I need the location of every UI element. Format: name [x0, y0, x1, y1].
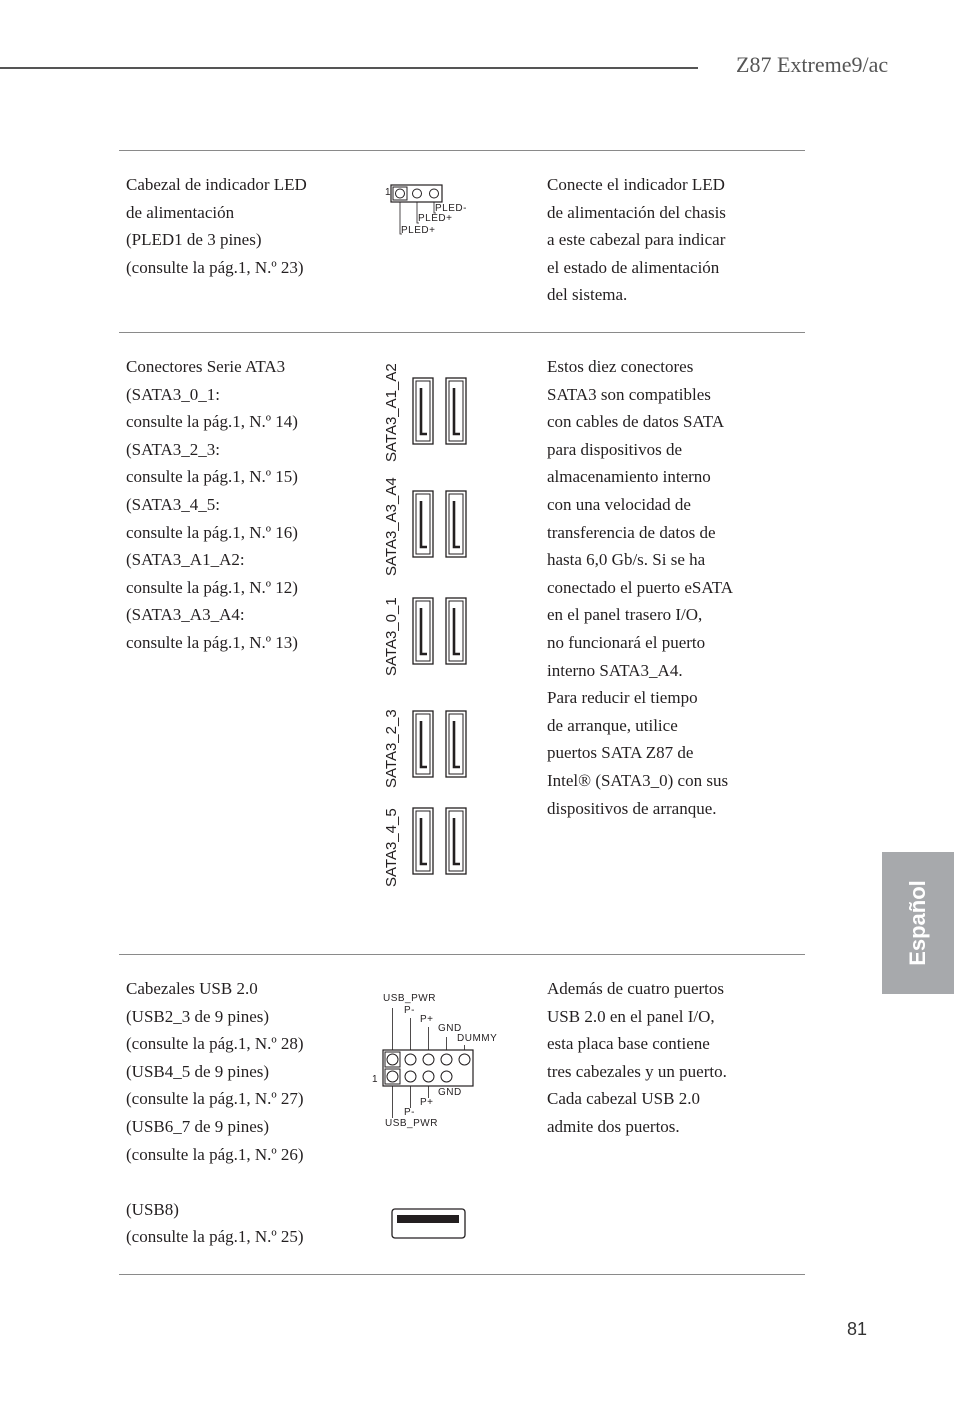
text-line: Conectores Serie ATA3 [126, 357, 286, 376]
text-line: (PLED1 de 3 pines) [126, 230, 262, 250]
text-line: Cabezal de indicador LED [126, 175, 307, 194]
pin-1-marker: 1 [385, 187, 392, 198]
text-line: SATA3 son compatibles [547, 384, 711, 404]
text-line: consulte la pág.1, N.º 12) [126, 577, 298, 597]
sata-port-icon [413, 808, 433, 874]
text-line: el estado de alimentación [547, 257, 720, 277]
text-line: Intel® (SATA3_0) con sus [547, 770, 729, 790]
text-line: de arranque, utilice [547, 715, 678, 735]
text-line: (USB8) [126, 1199, 179, 1219]
text-line: puertos SATA Z87 de [547, 743, 694, 763]
text-line: con una velocidad de [547, 494, 691, 514]
text-line: (SATA3_A3_A4: [126, 605, 245, 625]
sata-port-icon [446, 598, 466, 664]
sata-port-icon [446, 491, 466, 557]
text-line: con cables de datos SATA [547, 412, 725, 432]
text-line: (consulte la pág.1, N.º 23) [126, 257, 304, 277]
text-line: USB 2.0 en el panel I/O, [547, 1006, 715, 1026]
sata-label: SATA3_2_3 [383, 709, 400, 788]
text-line: Conecte el indicador LED [547, 175, 725, 194]
sata-port-icon [446, 711, 466, 777]
page-header-title: Z87 Extreme9/ac [736, 52, 889, 77]
language-tab-label: Español [905, 880, 930, 966]
table-rule [119, 150, 805, 151]
text-line: para dispositivos de [547, 439, 683, 459]
sata-label: SATA3_0_1 [383, 597, 400, 676]
text-line: (USB4_5 de 9 pines) [126, 1061, 270, 1081]
text-line: (USB2_3 de 9 pines) [126, 1006, 270, 1026]
sata-port-icon [413, 598, 433, 664]
text-line: Para reducir el tiempo [547, 688, 698, 708]
pled-info [547, 171, 726, 309]
sata-port-icon [446, 808, 466, 874]
text-line: (consulte la pág.1, N.º 25) [126, 1227, 304, 1247]
text-line: interno SATA3_A4. [547, 660, 683, 680]
pin-label: P- [404, 1107, 415, 1118]
text-line: de alimentación [126, 202, 235, 222]
text-line: (consulte la pág.1, N.º 26) [126, 1144, 304, 1164]
text-line: consulte la pág.1, N.º 14) [126, 412, 298, 432]
sata-label: SATA3_4_5 [383, 808, 400, 887]
sata-port-icon [413, 491, 433, 557]
text-line: tres cabezales y un puerto. [547, 1061, 727, 1081]
text-line: dispositivos de arranque. [547, 798, 717, 818]
pin-label: USB_PWR [385, 1118, 438, 1129]
text-line [126, 1168, 304, 1196]
text-line: Cada cabezal USB 2.0 [547, 1089, 700, 1109]
page-number: 81 [847, 1319, 868, 1339]
text-line: esta placa base contiene [547, 1034, 710, 1054]
usb-description [126, 975, 304, 1251]
sata-port-icon [446, 378, 466, 444]
text-line: (consulte la pág.1, N.º 28) [126, 1034, 304, 1054]
pin-label: PLED- [435, 203, 467, 214]
pin-label: GND [438, 1087, 462, 1098]
text-line: transferencia de datos de [547, 522, 716, 542]
pin-label: P+ [420, 1097, 434, 1108]
text-line: (SATA3_2_3: [126, 439, 221, 459]
pin-label: DUMMY [457, 1033, 498, 1044]
text-line: (SATA3_4_5: [126, 494, 221, 514]
header-rule [0, 67, 698, 69]
table-rule [119, 332, 805, 333]
text-line: consulte la pág.1, N.º 15) [126, 467, 298, 487]
sata-port-icon [413, 378, 433, 444]
language-tab [882, 852, 954, 994]
sata-description [126, 353, 298, 657]
sata-info [547, 353, 733, 822]
text-line: admite dos puertos. [547, 1116, 680, 1136]
pin-label: P+ [420, 1014, 434, 1025]
text-line: consulte la pág.1, N.º 16) [126, 522, 298, 542]
text-line: de alimentación del chasis [547, 202, 726, 222]
sata-ports-graphic [400, 370, 480, 890]
text-line: a este cabezal para indicar [547, 230, 726, 250]
text-line: conectado el puerto eSATA [547, 577, 734, 597]
text-line: Estos diez conectores [547, 357, 694, 376]
text-line: consulte la pág.1, N.º 13) [126, 632, 298, 652]
text-line: del sistema. [547, 285, 628, 305]
sata-port-icon [413, 711, 433, 777]
text-line: (consulte la pág.1, N.º 27) [126, 1089, 304, 1109]
usb-port-icon [390, 1207, 470, 1242]
pin-label: USB_PWR [383, 993, 436, 1004]
text-line: Además de cuatro puertos [547, 979, 725, 998]
pin-label: P- [404, 1005, 415, 1016]
text-line: (SATA3_0_1: [126, 384, 221, 404]
pin-label: GND [438, 1023, 462, 1034]
text-line: en el panel trasero I/O, [547, 605, 703, 625]
text-line: almacenamiento interno [547, 467, 711, 487]
table-rule [119, 1274, 805, 1275]
sata-label: SATA3_A1_A2 [383, 363, 400, 462]
table-rule [119, 954, 805, 955]
text-line: no funcionará el puerto [547, 632, 706, 652]
text-line: (SATA3_A1_A2: [126, 550, 245, 570]
text-line: (USB6_7 de 9 pines) [126, 1116, 270, 1136]
pin-label: PLED+ [401, 225, 436, 236]
pled-description [126, 171, 307, 281]
pin-1-marker: 1 [372, 1074, 379, 1085]
usb-info [547, 975, 727, 1141]
text-line: Cabezales USB 2.0 [126, 979, 258, 998]
pin-label: PLED+ [418, 213, 453, 224]
text-line: hasta 6,0 Gb/s. Si se ha [547, 550, 706, 570]
sata-label: SATA3_A3_A4 [383, 477, 400, 576]
